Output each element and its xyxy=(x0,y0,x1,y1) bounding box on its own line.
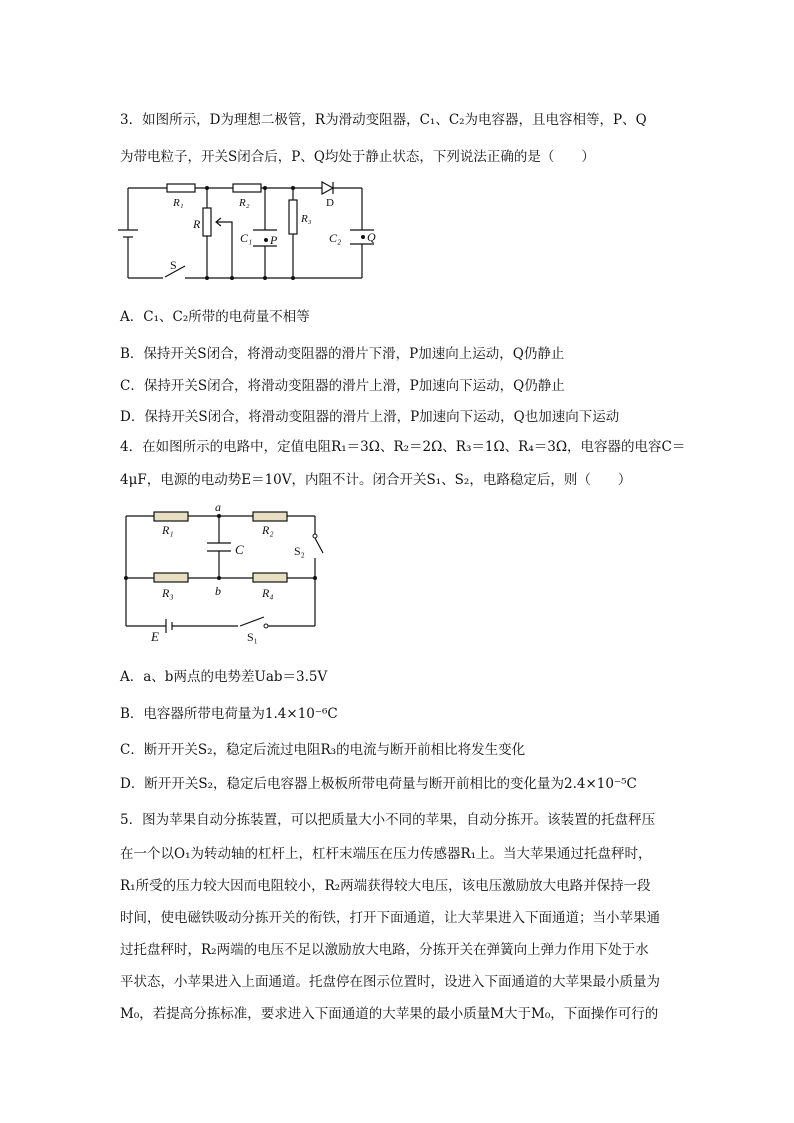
q4-stem-line1: 4．在如图所示的电路中，定值电阻R₁＝3Ω、R₂＝2Ω、R₃＝1Ω、R₄＝3Ω，电容器的电容C＝ xyxy=(120,439,686,455)
q3-option-a: A．C₁、C₂所带的电荷量不相等 xyxy=(120,309,310,325)
q4-label-e: E xyxy=(151,629,159,644)
q4-option-c: C．断开开关S₂，稳定后流过电阻R₃的电流与断开前相比将发生变化 xyxy=(120,742,526,758)
q3-label-s: S xyxy=(170,258,177,272)
q3-label-r3: R₃ xyxy=(301,213,312,225)
q4-option-a: A．a、b两点的电势差Uab＝3.5V xyxy=(120,669,328,685)
q3-stem-line2: 为带电粒子，开关S闭合后，P、Q均处于静止状态，下列说法正确的是（ ） xyxy=(120,149,595,165)
q3-label-q: Q xyxy=(367,230,376,244)
q3-label-r1: R₁ xyxy=(173,197,184,209)
q4-label-r2: R₂ xyxy=(262,523,274,537)
q4-circuit-diagram xyxy=(118,498,328,648)
q4-label-r3: R₃ xyxy=(162,586,174,600)
q3-label-c1: C₁ xyxy=(240,231,253,245)
q3-option-c: C．保持开关S闭合，将滑动变阻器的滑片上滑，P加速向下运动，Q仍静止 xyxy=(120,378,565,394)
q3-option-d: D．保持开关S闭合，将滑动变阻器的滑片上滑，P加速向下运动，Q也加速向下运动 xyxy=(120,409,620,425)
q3-label-p: P xyxy=(270,233,278,247)
q3-circuit-diagram xyxy=(115,175,385,285)
q5-line5: 过托盘秤时，R₂两端的电压不足以激励放大电路，分拣开关在弹簧向上弹力作用下处于水 xyxy=(120,942,649,958)
q3-label-r: R xyxy=(193,217,201,231)
q4-label-r4: R₄ xyxy=(262,586,274,600)
q4-label-a: a xyxy=(215,500,221,514)
q4-label-s2: S₂ xyxy=(294,544,305,558)
q5-line2: 在一个以O₁为转动轴的杠杆上，杠杆末端压在压力传感器R₁上。当大苹果通过托盘秤时， xyxy=(120,846,652,862)
q4-option-b: B．电容器所带电荷量为1.4×10⁻⁶C xyxy=(120,706,338,722)
q3-option-b: B．保持开关S闭合，将滑动变阻器的滑片下滑，P加速向上运动，Q仍静止 xyxy=(120,346,565,362)
q5-line1: 5．图为苹果自动分拣装置，可以把质量大小不同的苹果，自动分拣开。该装置的托盘秤压 xyxy=(120,812,656,828)
q5-line7: M₀，若提高分拣标准，要求进入下面通道的大苹果的最小质量M大于M₀，下面操作可行的 xyxy=(120,1006,659,1022)
q3-stem-line1: 3．如图所示，D为理想二极管，R为滑动变阻器，C₁、C₂为电容器，且电容相等，P、Q xyxy=(120,112,647,128)
q3-label-c2: C₂ xyxy=(329,231,342,245)
q5-line3: R₁所受的压力较大因而电阻较小，R₂两端获得较大电压，该电压激励放大电路并保持一段 xyxy=(120,878,651,894)
q4-label-c: C xyxy=(235,542,244,557)
q3-label-d: D xyxy=(326,197,334,209)
q4-option-d: D．断开开关S₂，稳定后电容器上极板所带电荷量与断开前相比的变化量为2.4×10⁻⁵C xyxy=(120,776,637,792)
q4-label-s1: S₁ xyxy=(247,630,258,644)
q5-line6: 平状态，小苹果进入上面通道。托盘停在图示位置时，设进入下面通道的大苹果最小质量为 xyxy=(120,974,660,990)
q4-label-b: b xyxy=(215,584,221,598)
q4-label-r1: R₁ xyxy=(162,523,174,537)
q3-label-r2: R₂ xyxy=(239,197,250,209)
q5-line4: 时间，使电磁铁吸动分拣开关的衔铁，打开下面通道，让大苹果进入下面通道；当小苹果通 xyxy=(120,910,660,926)
q4-stem-line2: 4μF，电源的电动势E＝10V，内阻不计。闭合开关S₁、S₂，电路稳定后，则（ ） xyxy=(120,472,632,488)
